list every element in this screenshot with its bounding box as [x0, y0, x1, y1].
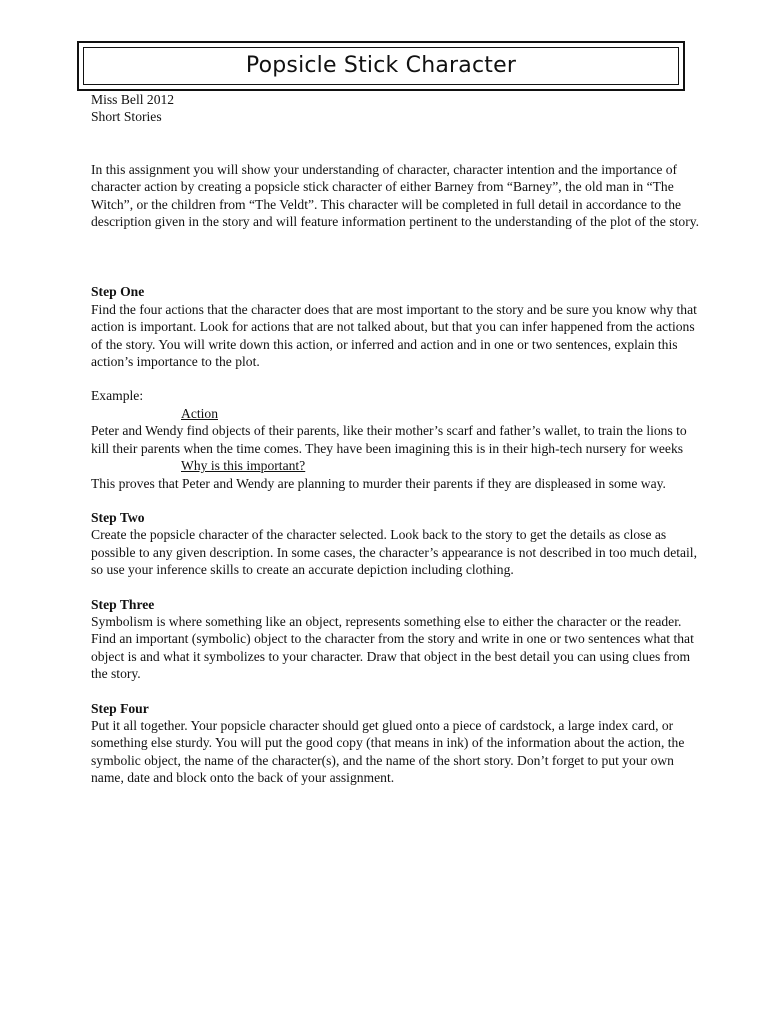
- step-three-section: [91, 596, 703, 683]
- spacer: [91, 683, 703, 700]
- why-heading-row: [91, 457, 703, 474]
- example-label: Example:: [91, 388, 144, 404]
- author-line: Miss Bell 2012: [91, 92, 175, 107]
- intro-paragraph: In this assignment you will show your understanding of character, character intention and the importance of character action by creating a popsicle stick character of either Barney from “Barney”, the old man in “The Witch”, or the children from “The Veldt”. This character will be completed in full detail in accordance to the description given in the story and will feature information pertinent to the understanding of the plot of the story.: [91, 161, 700, 230]
- example-section: [91, 387, 703, 491]
- step-three-body: Symbolism is where something like an object, represents something else to either the character or the reader. Find an important (symbolic) object to the character from the story and write in one or two sentences what that object is and what it symbolizes to your character. Draw that object in the best detail you can using clues from the story.: [91, 613, 694, 682]
- action-heading-row: [91, 405, 703, 422]
- step-one-section: [91, 283, 703, 370]
- step-three-heading: Step Three: [91, 596, 155, 612]
- document-body: [91, 91, 703, 787]
- step-one-body: Find the four actions that the character does that are most important to the story and be sure you know why that action is important. Look for actions that are not talked about, but that you can infer happened from the actions of the story. You will write down this action, or inferred and action and in one or two sentences, explain this action’s importance to the plot.: [91, 301, 697, 370]
- step-four-heading: Step Four: [91, 700, 149, 716]
- step-two-section: [91, 509, 703, 579]
- subject-line: Short Stories: [91, 109, 162, 125]
- step-four-body: Put it all together. Your popsicle character should get glued onto a piece of cardstock, a large index card, or something else sturdy. You will put the good copy (that means in ink) of the information about the action, the symbolic object, the name of the character(s), and the name of the short story. Don’t forget to put your own name, date and block onto the back of your assignment.: [91, 717, 685, 786]
- step-one-heading: Step One: [91, 284, 145, 300]
- why-heading: Why is this important?: [181, 458, 306, 474]
- title-box-inner-border: [83, 47, 679, 85]
- spacer: [91, 126, 703, 161]
- action-text: Peter and Wendy find objects of their parents, like their mother’s scarf and father’s wallet, to train the lions to kill their parents when the time comes. They have been imagining this is in their high-tech nursery for weeks: [91, 423, 687, 456]
- page-title: Popsicle Stick Character: [245, 53, 517, 78]
- step-two-body: Create the popsicle character of the character selected. Look back to the story to get the details as close as possible to any given description. In some cases, the character’s appearance is not described in too much detail, so use your inference skills to create an accurate depiction including clothing.: [91, 527, 697, 578]
- action-heading: Action: [181, 405, 218, 421]
- why-text: This proves that Peter and Wendy are planning to murder their parents if they are displeased in some way.: [91, 475, 666, 491]
- title-box: [77, 41, 685, 91]
- spacer: [91, 230, 703, 283]
- spacer: [91, 370, 703, 387]
- step-two-heading: Step Two: [91, 509, 145, 525]
- spacer: [91, 492, 703, 509]
- spacer: [91, 579, 703, 596]
- step-four-section: [91, 700, 703, 787]
